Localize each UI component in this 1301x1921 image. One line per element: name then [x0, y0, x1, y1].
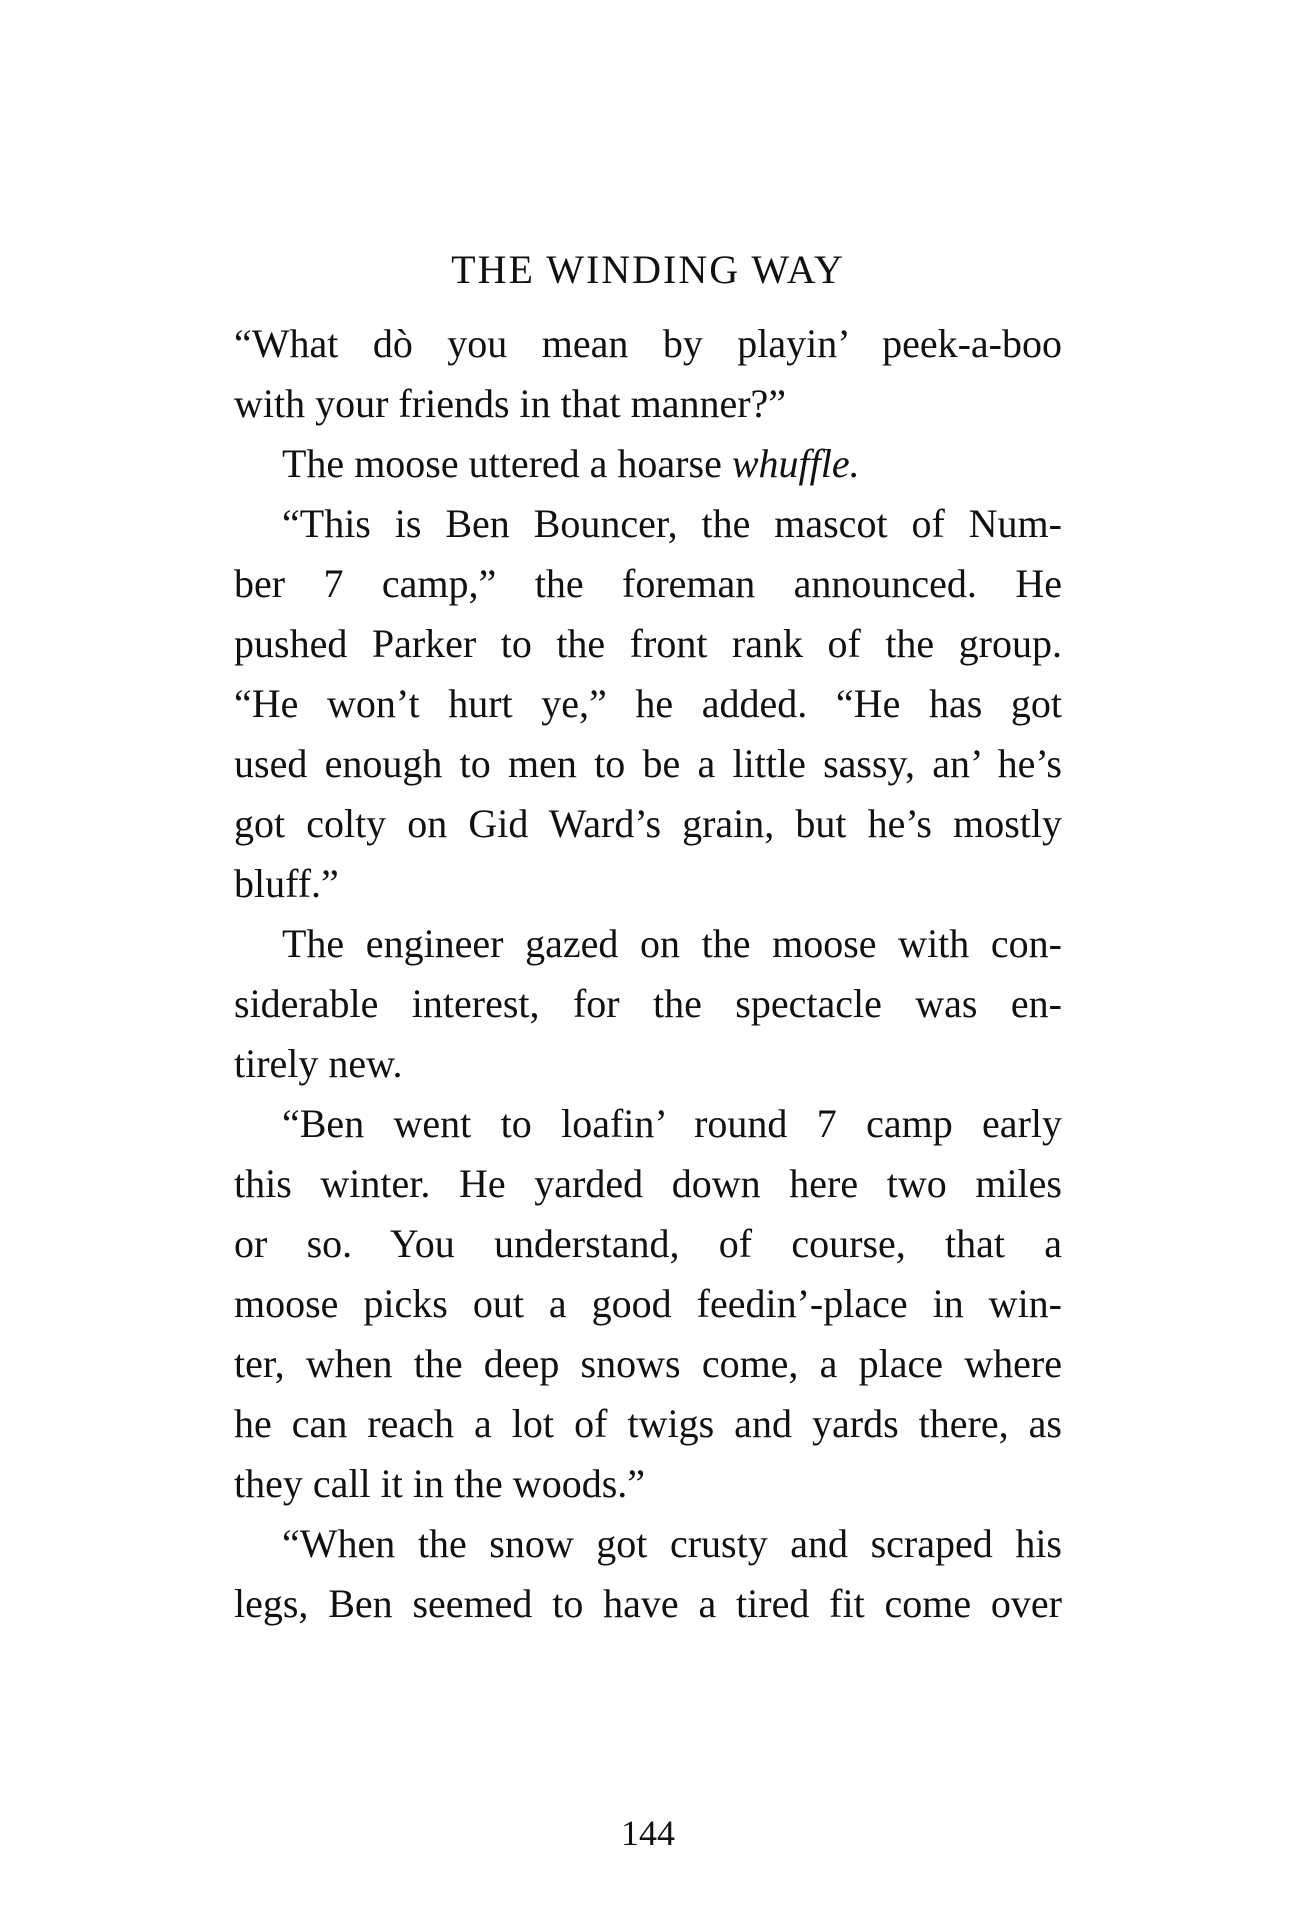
- page-number: 144: [621, 1813, 675, 1853]
- running-head: THE WINDING WAY: [451, 247, 845, 292]
- paragraph-4-line-1: The engineer gazed on the moose with con-: [282, 921, 1062, 966]
- paragraph-6-line-1: “When the snow got crusty and scraped his: [282, 1521, 1062, 1566]
- paragraph-5-line-4: moose picks out a good feedin’-place in win-: [234, 1281, 1062, 1326]
- paragraph-3-line-6: got colty on Gid Ward’s grain, but he’s mostly: [234, 801, 1062, 846]
- paragraph-3-line-4: “He won’t hurt ye,” he added. “He has got: [234, 681, 1062, 726]
- paragraph-2: [234, 434, 1062, 494]
- paragraph-5-line-2: this winter. He yarded down here two miles: [234, 1161, 1062, 1206]
- paragraph-2-italic-word: whuffle.: [731, 441, 860, 486]
- paragraph-3-line-5: used enough to men to be a little sassy, an’ he’s: [234, 741, 1062, 786]
- paragraph-3-line-7: bluff.”: [234, 861, 339, 906]
- paragraph-1-line-2: with your friends in that manner?”: [234, 381, 787, 426]
- paragraph-3-line-1: “This is Ben Bouncer, the mascot of Num-: [282, 501, 1062, 546]
- paragraph-3-line-2: ber 7 camp,” the foreman announced. He: [234, 561, 1062, 606]
- paragraph-5-line-5: ter, when the deep snows come, a place where: [234, 1341, 1062, 1386]
- body-text: [234, 314, 1062, 1634]
- paragraph-5-line-6: he can reach a lot of twigs and yards there, as: [234, 1401, 1062, 1446]
- paragraph-6-line-2: legs, Ben seemed to have a tired fit come over: [234, 1581, 1062, 1626]
- paragraph-5-line-7: they call it in the woods.”: [234, 1461, 646, 1506]
- paragraph-4-line-2: siderable interest, for the spectacle was en-: [234, 981, 1062, 1026]
- paragraph-3-line-3: pushed Parker to the front rank of the group.: [234, 621, 1062, 666]
- paragraph-1-line-1: “What dò you mean by playin’ peek-a-boo: [234, 321, 1062, 366]
- paragraph-4-line-3: tirely new.: [234, 1041, 403, 1086]
- paragraph-5-line-1: “Ben went to loafin’ round 7 camp early: [282, 1101, 1062, 1146]
- paragraph-5-line-3: or so. You understand, of course, that a: [234, 1221, 1062, 1266]
- paragraph-2-text: The moose uttered a hoarse: [282, 441, 732, 486]
